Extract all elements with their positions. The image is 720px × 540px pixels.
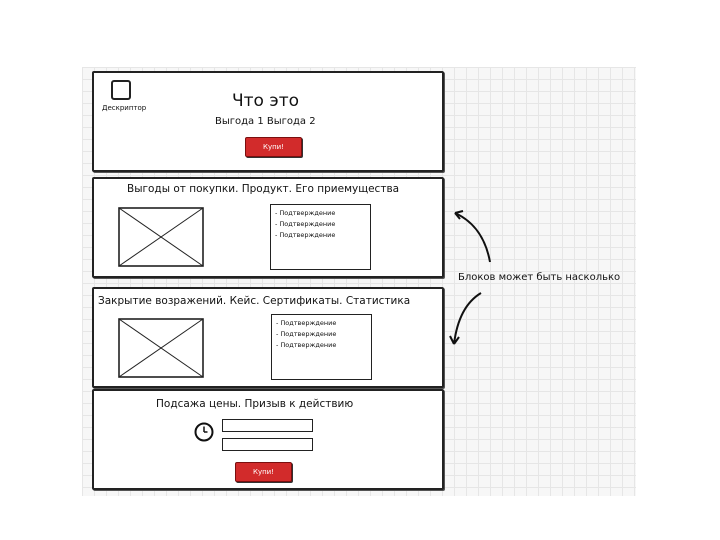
hero-title: Что это: [232, 91, 299, 111]
hero-buy-button[interactable]: Купи!: [245, 137, 302, 157]
benefits-title: Выгоды от покупки. Продукт. Его приемущества: [127, 183, 400, 195]
cta-buy-button[interactable]: Купи!: [235, 462, 292, 482]
logo-label: Дескриптор: [102, 104, 147, 112]
list-item: - Подтверждение: [275, 231, 336, 239]
list-item: - Подтверждение: [275, 220, 336, 228]
annotation-text: Блоков может быть насколько: [458, 272, 621, 283]
list-item: - Подтверждение: [275, 209, 336, 217]
list-item: - Подтверждение: [276, 330, 337, 338]
list-item: - Подтверждение: [276, 341, 337, 349]
list-item: - Подтверждение: [276, 319, 337, 327]
cta-title: Подсажа цены. Призыв к действию: [156, 398, 354, 410]
hero-benefits: Выгода 1 Выгода 2: [215, 116, 316, 127]
objections-title: Закрытие возражений. Кейс. Сертификаты. Статистика: [98, 295, 411, 307]
